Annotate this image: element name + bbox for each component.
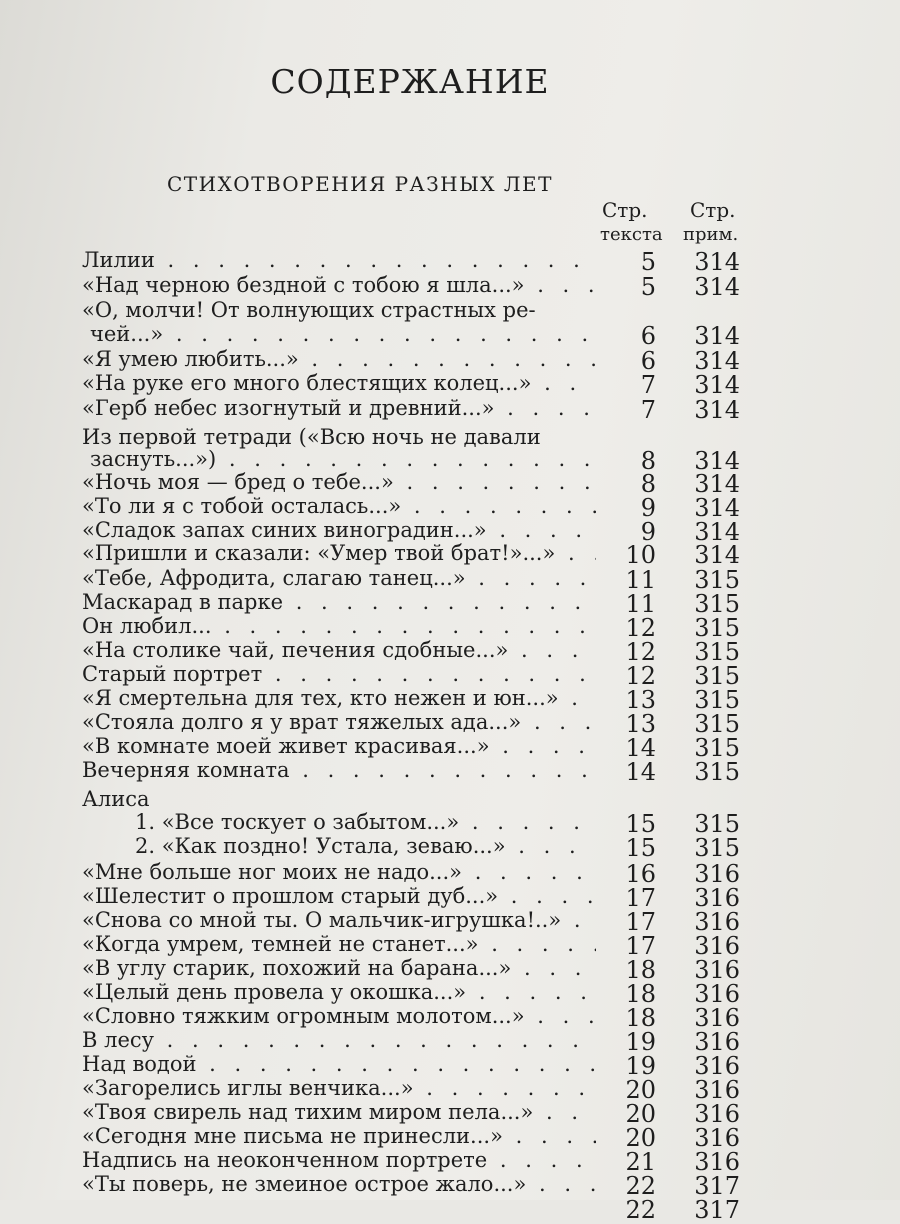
toc-entry — [0, 834, 900, 862]
toc-entry — [0, 734, 900, 762]
toc-entry-title: «Снова со мной ты. О мальчик-игрушка!..» . . . — [82, 908, 596, 932]
toc-entry-text-page: 17 — [625, 908, 656, 936]
toc-entry-title: «В углу старик, похожий на барана...» . . . — [82, 956, 596, 980]
toc-entry-notes-page: 314 — [694, 322, 740, 350]
toc-entry-notes-page: 315 — [694, 758, 740, 786]
toc-entry-title: Вечерняя комната . . . — [82, 758, 596, 782]
toc-entry — [0, 1052, 900, 1080]
toc-entry-notes-page: 314 — [694, 248, 740, 276]
toc-entry — [0, 470, 900, 498]
toc-entry-title: «Я умею любить...» . . . — [82, 347, 596, 371]
column-subheader-notes: прим. — [683, 224, 739, 245]
toc-entry-text-page: 18 — [625, 956, 656, 984]
toc-entry-title: Надпись на неоконченном портрете . . . — [82, 1148, 596, 1172]
toc-entry-notes-page: 315 — [694, 686, 740, 714]
toc-entry-notes-page: 314 — [694, 541, 740, 569]
toc-entry — [0, 1148, 900, 1176]
toc-entry-title: «Сладок запах синих виноградин...» . . . — [82, 518, 596, 542]
toc-entry-text-page: 15 — [625, 810, 656, 838]
toc-entry-notes-page: 316 — [694, 1148, 740, 1176]
toc-entry-title: чей...» . . . — [90, 322, 596, 346]
toc-entry — [0, 638, 900, 666]
toc-entry-title: «Сегодня мне письма не принесли...» . . . — [82, 1124, 596, 1148]
toc-entry-title: 1. «Все тоскует о забытом...» . . . — [135, 810, 596, 834]
toc-entry-title: Алиса — [82, 787, 150, 811]
toc-entry-title: «Целый день провела у окошка...» . . . — [82, 980, 596, 1004]
toc-entry-notes-page: 315 — [694, 710, 740, 738]
toc-entry-text-page: 6 — [640, 347, 656, 375]
toc-entry — [0, 787, 900, 811]
toc-entry-notes-page: 316 — [694, 1076, 740, 1104]
toc-entry-text-page: 20 — [625, 1076, 656, 1104]
toc-entry — [0, 614, 900, 642]
toc-entry — [0, 1100, 900, 1128]
toc-entry-title: «Ты поверь, не змеиное острое жало...» . . . — [82, 1172, 596, 1196]
toc-entry-title: 2. «Как поздно! Устала, зеваю...» . . . — [135, 834, 596, 858]
toc-entry-title: «Стояла долго я у врат тяжелых ада...» . . . — [82, 710, 596, 734]
toc-entry-title: Старый портрет . . . — [82, 662, 596, 686]
toc-entry — [0, 980, 900, 1008]
toc-entry — [0, 371, 900, 399]
toc-entry-text-page: 9 — [640, 518, 656, 546]
toc-entry-text-page: 19 — [625, 1052, 656, 1080]
toc-entry-text-page: 7 — [640, 396, 656, 424]
toc-entry — [0, 758, 900, 786]
toc-entry-title: заснуть...») . . . — [90, 447, 596, 471]
toc-entry-notes-page: 317 — [694, 1196, 740, 1224]
toc-entry — [0, 1076, 900, 1104]
toc-entry — [0, 273, 900, 301]
toc-entry-notes-page: 317 — [694, 1172, 740, 1200]
toc-entry — [0, 322, 900, 350]
toc-entry-title: «Загорелись иглы венчика...» . . . — [82, 1076, 596, 1100]
toc-entry-title: «Шелестит о прошлом старый дуб...» . . . — [82, 884, 596, 908]
toc-entry-notes-page: 316 — [694, 956, 740, 984]
toc-entry-notes-page: 314 — [694, 273, 740, 301]
toc-entry-notes-page: 316 — [694, 1124, 740, 1152]
toc-entry-title: Над водой . . . — [82, 1052, 596, 1076]
toc-entry-text-page: 11 — [625, 566, 656, 594]
toc-entry-text-page: 5 — [640, 248, 656, 276]
toc-entry-notes-page: 316 — [694, 980, 740, 1008]
toc-entry-text-page: 19 — [625, 1028, 656, 1056]
toc-entry — [0, 908, 900, 936]
toc-entry — [0, 566, 900, 594]
toc-entry-text-page: 13 — [625, 710, 656, 738]
toc-entry-title: «На руке его много блестящих колец...» . . . — [82, 371, 596, 395]
toc-entry — [0, 396, 900, 424]
toc-entry — [0, 932, 900, 960]
toc-entry-text-page: 11 — [625, 590, 656, 618]
toc-entry-title: «Герб небес изогнутый и древний...» . . . — [82, 396, 596, 420]
toc-entry-title: «Словно тяжким огромным молотом...» . . . — [82, 1004, 596, 1028]
toc-entry-notes-page: 315 — [694, 614, 740, 642]
toc-entry-notes-page: 316 — [694, 1004, 740, 1032]
toc-entry-notes-page: 315 — [694, 638, 740, 666]
toc-entry-title: «Ночь моя — бред о тебе...» . . . — [82, 470, 596, 494]
toc-entry-notes-page: 315 — [694, 566, 740, 594]
toc-entry-text-page: 12 — [625, 662, 656, 690]
toc-entry-notes-page: 315 — [694, 662, 740, 690]
toc-entry-title: «Над черною бездной с тобою я шла...» . . . — [82, 273, 596, 297]
toc-entry-text-page: 7 — [640, 371, 656, 399]
toc-entry-text-page: 12 — [625, 614, 656, 642]
toc-entry — [0, 518, 900, 546]
toc-entry-notes-page: 316 — [694, 932, 740, 960]
toc-entry — [0, 810, 900, 838]
toc-entry-notes-page: 314 — [694, 518, 740, 546]
toc-entry-notes-page: 314 — [694, 371, 740, 399]
toc-entry-text-page: 14 — [625, 758, 656, 786]
toc-entry-title: «На столике чай, печения сдобные...» . . . — [82, 638, 596, 662]
toc-entry — [0, 1124, 900, 1152]
column-header-text-page: Стр. — [602, 198, 648, 222]
toc-entry-title: «Тебе, Афродита, слагаю танец...» . . . — [82, 566, 596, 590]
toc-entry-notes-page: 316 — [694, 860, 740, 888]
toc-entry-title: «В комнате моей живет красивая...» . . . — [82, 734, 596, 758]
toc-entry-text-page: 10 — [625, 541, 656, 569]
toc-entry-title: Из первой тетради («Всю ночь не давали — [82, 425, 541, 449]
toc-entry-notes-page: 314 — [694, 470, 740, 498]
toc-entry — [0, 860, 900, 888]
toc-entry-title: Лилии . . . — [82, 248, 596, 272]
toc-entry-notes-page: 315 — [694, 734, 740, 762]
toc-entry-text-page: 8 — [640, 447, 656, 475]
toc-entry-title: «Твоя свирель над тихим миром пела...» . . . — [82, 1100, 596, 1124]
toc-entry-text-page: 21 — [625, 1148, 656, 1176]
toc-entry-text-page: 12 — [625, 638, 656, 666]
toc-entry-text-page: 13 — [625, 686, 656, 714]
toc-entry-title: «О, молчи! От волнующих страстных ре- — [82, 298, 536, 322]
toc-entry-text-page: 6 — [640, 322, 656, 350]
toc-entry-notes-page: 315 — [694, 834, 740, 862]
toc-entry — [0, 347, 900, 375]
toc-entry — [0, 1028, 900, 1056]
toc-entry-text-page: 18 — [625, 1004, 656, 1032]
toc-entry-title: «Мне больше ног моих не надо...» . . . — [82, 860, 596, 884]
section-heading: СТИХОТВОРЕНИЯ РАЗНЫХ ЛЕТ — [166, 172, 553, 196]
toc-entry — [0, 298, 900, 322]
toc-entry-text-page: 20 — [625, 1124, 656, 1152]
toc-entry-text-page: 20 — [625, 1100, 656, 1128]
toc-entry-title: «Я смертельна для тех, кто нежен и юн...» . . . — [82, 686, 596, 710]
toc-entry — [0, 1004, 900, 1032]
toc-entry — [0, 686, 900, 714]
toc-entry-title: Маскарад в парке . . . — [82, 590, 596, 614]
toc-entry-title: «То ли я с тобой осталась...» . . . — [82, 494, 596, 518]
toc-entry — [0, 956, 900, 984]
toc-entry — [0, 1172, 900, 1200]
toc-entry-text-page: 22 — [625, 1172, 656, 1200]
toc-entry-notes-page: 315 — [694, 810, 740, 838]
toc-entry-notes-page: 316 — [694, 1100, 740, 1128]
toc-entry-text-page: 16 — [625, 860, 656, 888]
toc-entry-title: В лесу . . . — [82, 1028, 596, 1052]
toc-entry-text-page: 17 — [625, 884, 656, 912]
toc-entry-notes-page: 316 — [694, 884, 740, 912]
toc-entry-text-page: 18 — [625, 980, 656, 1008]
toc-entry-text-page: 9 — [640, 494, 656, 522]
toc-entry-text-page: 5 — [640, 273, 656, 301]
toc-entry — [0, 447, 900, 475]
toc-entry-title: «Пришли и сказали: «Умер твой брат!»...» . . . — [82, 541, 596, 565]
toc-entry-notes-page: 315 — [694, 590, 740, 618]
toc-entry — [0, 710, 900, 738]
toc-entry-text-page: 8 — [640, 470, 656, 498]
column-subheader-text: текста — [600, 224, 663, 245]
toc-entry — [0, 425, 900, 449]
toc-entry-title: «Когда умрем, темней не станет...» . . . — [82, 932, 596, 956]
toc-entry-notes-page: 316 — [694, 1052, 740, 1080]
toc-entry — [0, 590, 900, 618]
toc-entry-text-page: 14 — [625, 734, 656, 762]
page-title: СОДЕРЖАНИЕ — [270, 62, 550, 101]
toc-entry-text-page: 22 — [625, 1196, 656, 1224]
toc-entry-notes-page: 316 — [694, 908, 740, 936]
toc-entry-notes-page: 314 — [694, 396, 740, 424]
toc-entry-notes-page: 314 — [694, 494, 740, 522]
toc-entry — [0, 494, 900, 522]
toc-entry — [0, 248, 900, 276]
toc-entry — [0, 662, 900, 690]
toc-entry-title: Он любил... . . . — [82, 614, 596, 638]
toc-entry-text-page: 15 — [625, 834, 656, 862]
toc-entry-notes-page: 316 — [694, 1028, 740, 1056]
toc-entry — [0, 884, 900, 912]
column-header-notes-page: Стр. — [690, 198, 736, 222]
toc-entry — [0, 541, 900, 569]
toc-entry-text-page: 17 — [625, 932, 656, 960]
toc-entry-notes-page: 314 — [694, 347, 740, 375]
toc-entry-notes-page: 314 — [694, 447, 740, 475]
